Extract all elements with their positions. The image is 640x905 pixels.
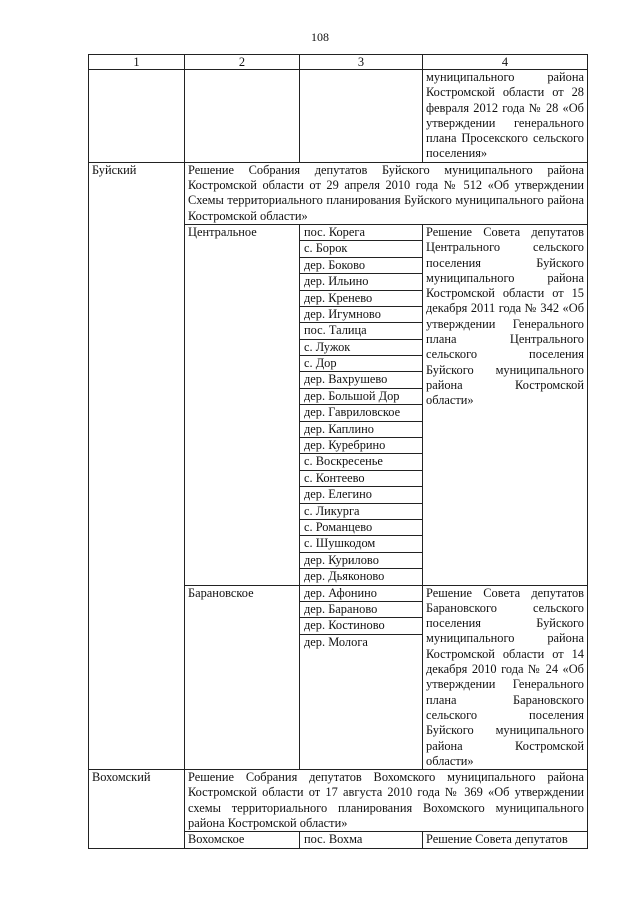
column-header: 2 [185,55,300,70]
settlement-name: Центральное [185,224,300,585]
settlement-decision: Решение Совета депутатов Барановского сельского поселения Буйского муниципального района Костромской области от 14 декабря 2010 года № 24 «Об утверждении Генерального плана Барановского сельского поселения Буйского муниципального района Костромской области» [423,585,588,770]
village-item: дер. Дьяконово [304,569,385,584]
column-header-row [89,55,588,70]
district-row [89,162,588,224]
village-item: с. Шушкодом [300,536,422,552]
settlement-name: Барановское [185,585,300,770]
district-decision: Решение Собрания депутатов Буйского муниципального района Костромской области от 29 апреля 2010 года № 512 «Об утверждении Схемы территориального планирования Буйского муниципального района Костромской области» [185,162,588,224]
village-item: дер. Куребрино [300,438,422,454]
village-item: дер. Вахрушево [300,372,422,388]
village-item: с. Дор [300,356,422,372]
village-item: дер. Афонино [300,586,422,602]
village-item: с. Воскресенье [300,454,422,470]
villages-list [300,585,423,770]
village-item: дер. Бараново [300,602,422,618]
villages-list [300,224,423,585]
table-row [89,70,588,163]
village-item: с. Романцево [300,520,422,536]
village-item: пос. Талица [300,323,422,339]
village-item: с. Лужок [300,340,422,356]
village-item: дер. Костиново [300,618,422,634]
column-header: 4 [423,55,588,70]
district-name: Буйский [89,162,185,769]
district-name: Вохомский [89,770,185,849]
village-item: пос. Корега [300,225,422,241]
district-cell [89,70,185,163]
villages-list [300,832,423,848]
village-item: дер. Гавриловское [300,405,422,421]
village-item: дер. Игумново [300,307,422,323]
page-number: 108 [311,30,329,44]
settlement-decision: Решение Совета депутатов [423,832,588,848]
district-row [89,770,588,832]
village-item: с. Борок [300,241,422,257]
district-decision: Решение Собрания депутатов Вохомского муниципального района Костромской области от 17 августа 2010 года № 369 «Об утверждении схемы территориального планирования Вохомского муниципального района Костромской области» [185,770,588,832]
column-header: 1 [89,55,185,70]
village-item: дер. Ильино [300,274,422,290]
village-item: дер. Елегино [300,487,422,503]
settlement-name: Вохомское [185,832,300,848]
villages-cell [300,70,423,163]
village-item: дер. Большой Дор [300,389,422,405]
village-item: пос. Вохма [304,832,363,847]
village-item: дер. Каплино [300,422,422,438]
village-item: дер. Курилово [300,553,422,569]
village-item: с. Контеево [300,471,422,487]
column-header: 3 [300,55,423,70]
document-table [88,54,588,849]
settlement-cell [185,70,300,163]
decision-cell: муниципального района Костромской области от 28 февраля 2012 года № 28 «Об утверждении генерального плана Просекского сельского поселения» [423,70,588,163]
settlement-decision: Решение Совета депутатов Центрального сельского поселения Буйского муниципального района Костромской области от 15 декабря 2011 года № 342 «Об утверждении Генерального плана Центрального сельского поселения Буйского муниципального района Костромской области» [423,224,588,585]
village-item: дер. Молога [304,634,368,649]
village-item: дер. Боково [300,258,422,274]
village-item: с. Ликурга [300,504,422,520]
village-item: дер. Кренево [300,291,422,307]
